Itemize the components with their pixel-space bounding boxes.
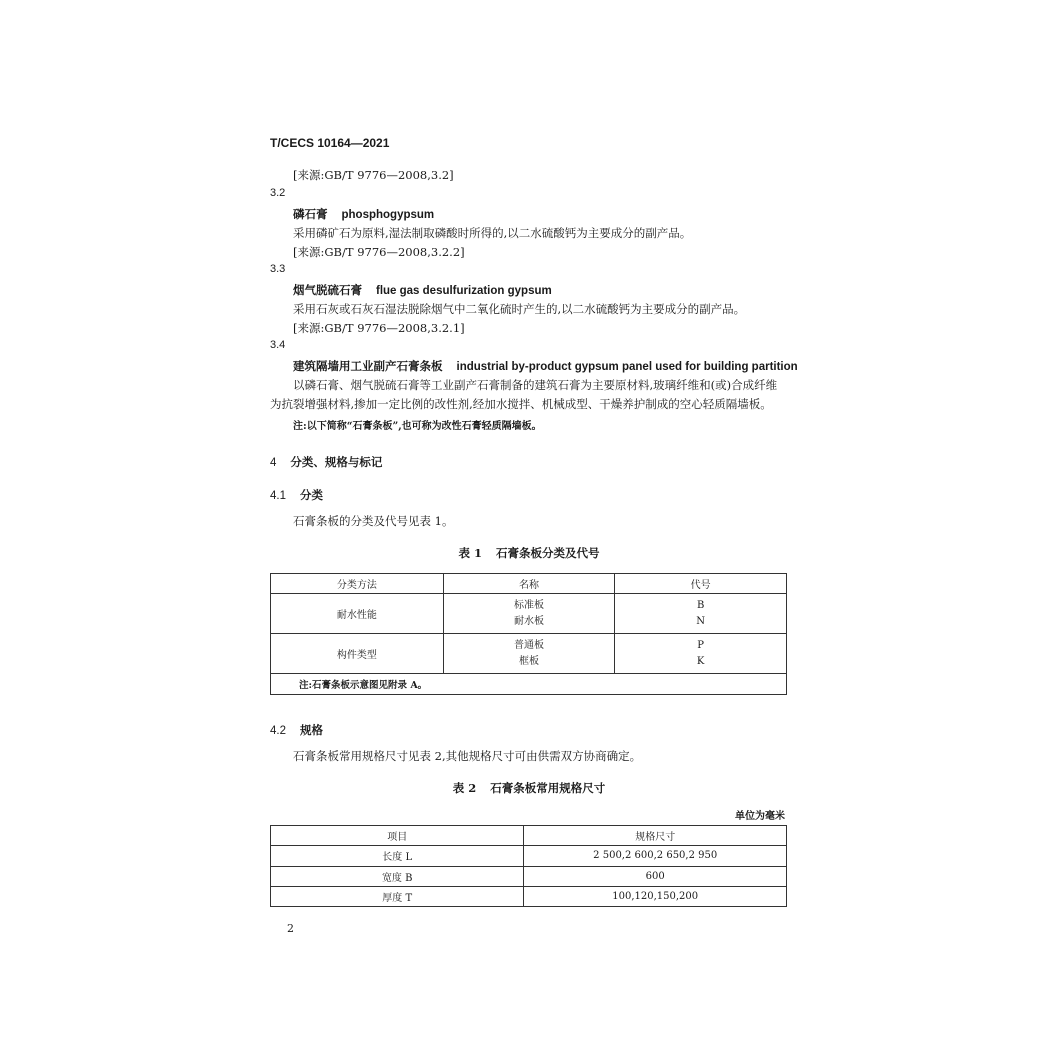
definition-3-2: 采用磷矿石为原料,湿法制取磷酸时所得的,以二水硫酸钙为主要成分的副产品。 [293,226,692,240]
table-header-cell: 规格尺寸 [524,826,787,846]
table-header-row [271,574,787,594]
term-cn: 磷石膏 [293,207,328,221]
section-title: 分类、规格与标记 [290,455,383,469]
table-cell-method: 构件类型 [271,634,444,674]
caption-number: 表 1 [458,546,482,560]
table-cell-codes [615,594,787,634]
name-item: 标准板 [513,599,544,611]
term-3-3 [293,282,552,298]
term-cn: 烟气脱硫石膏 [293,283,362,297]
note-3-4: 注:以下简称“石膏条板”,也可称为改性石膏轻质隔墙板。 [293,421,542,432]
table-header-cell: 代号 [615,574,787,594]
table-header-cell: 分类方法 [271,574,444,594]
table-row [271,634,787,674]
clause-number-3-3: 3.3 [270,263,286,275]
section-4-1-text: 石膏条板的分类及代号见表 1。 [293,514,454,528]
table-cell-method: 耐水性能 [271,594,444,634]
table-cell-value: 2 500,2 600,2 650,2 950 [524,846,787,866]
table-note-row [271,674,787,695]
table-cell-names [443,634,615,674]
caption-title: 石膏条板常用规格尺寸 [490,781,606,795]
name-item: 耐水板 [513,615,544,627]
standard-header: T/CECS 10164—2021 [270,136,390,150]
table-cell-item: 宽度 B [271,866,524,886]
code-item: N [696,615,706,627]
section-title: 规格 [300,723,323,737]
section-number: 4.2 [270,725,286,737]
table-1-note: 注:石膏条板示意图见附录 A。 [271,674,787,695]
table-row [271,886,787,906]
source-note-3-1: [来源:GB/T 9776—2008,3.2] [293,168,454,182]
name-item: 普通板 [513,639,544,651]
table-header-row [271,826,787,846]
table-row [271,594,787,634]
section-4-1-heading [270,487,323,503]
page-number: 2 [287,922,294,935]
section-number: 4 [270,457,277,469]
section-4-2-heading [270,722,323,738]
table-2 [270,825,787,907]
section-title: 分类 [300,488,323,502]
term-3-2 [293,206,434,222]
table-header-cell: 名称 [443,574,615,594]
caption-number: 表 2 [452,781,477,795]
definition-3-3: 采用石灰或石灰石湿法脱除烟气中二氧化硫时产生的,以二水硫酸钙为主要成分的副产品。 [293,302,746,316]
table-2-caption [0,780,1040,796]
definition-3-4-line1: 以磷石膏、烟气脱硫石膏等工业副产石膏制备的建筑石膏为主要原材料,玻璃纤维和(或)合成纤维 [293,378,778,392]
caption-title: 石膏条板分类及代号 [496,546,600,560]
table-row [271,846,787,866]
table-cell-codes [615,634,787,674]
table-cell-value: 600 [524,866,787,886]
section-4-heading [270,454,382,470]
clause-number-3-2: 3.2 [270,187,286,199]
table-row [271,866,787,886]
clause-number-3-4: 3.4 [270,339,286,351]
table-header-cell: 项目 [271,826,524,846]
code-item: K [696,655,705,667]
section-4-2-text: 石膏条板常用规格尺寸见表 2,其他规格尺寸可由供需双方协商确定。 [293,749,642,763]
section-number: 4.1 [270,490,286,502]
definition-3-4-line2: 为抗裂增强材料,掺加一定比例的改性剂,经加水搅拌、机械成型、干燥养护制成的空心轻质隔墙板。 [270,397,772,411]
table-2-unit: 单位为毫米 [735,811,785,822]
term-en: phosphogypsum [341,209,435,221]
term-en: flue gas desulfurization gypsum [376,285,552,297]
code-item: P [697,639,705,651]
table-1 [270,573,787,695]
table-cell-names [443,594,615,634]
table-cell-item: 厚度 T [271,886,524,906]
table-1-caption [0,545,1040,561]
table-cell-value: 100,120,150,200 [524,886,787,906]
table-cell-item: 长度 L [271,846,524,866]
term-en: industrial by-product gypsum panel used for building partition [456,361,798,373]
source-note-3-2: [来源:GB/T 9776—2008,3.2.2] [293,245,465,259]
term-3-4 [293,358,798,374]
term-cn: 建筑隔墙用工业副产石膏条板 [293,359,443,373]
code-item: B [696,599,705,611]
name-item: 框板 [518,655,539,667]
source-note-3-3: [来源:GB/T 9776—2008,3.2.1] [293,321,465,335]
